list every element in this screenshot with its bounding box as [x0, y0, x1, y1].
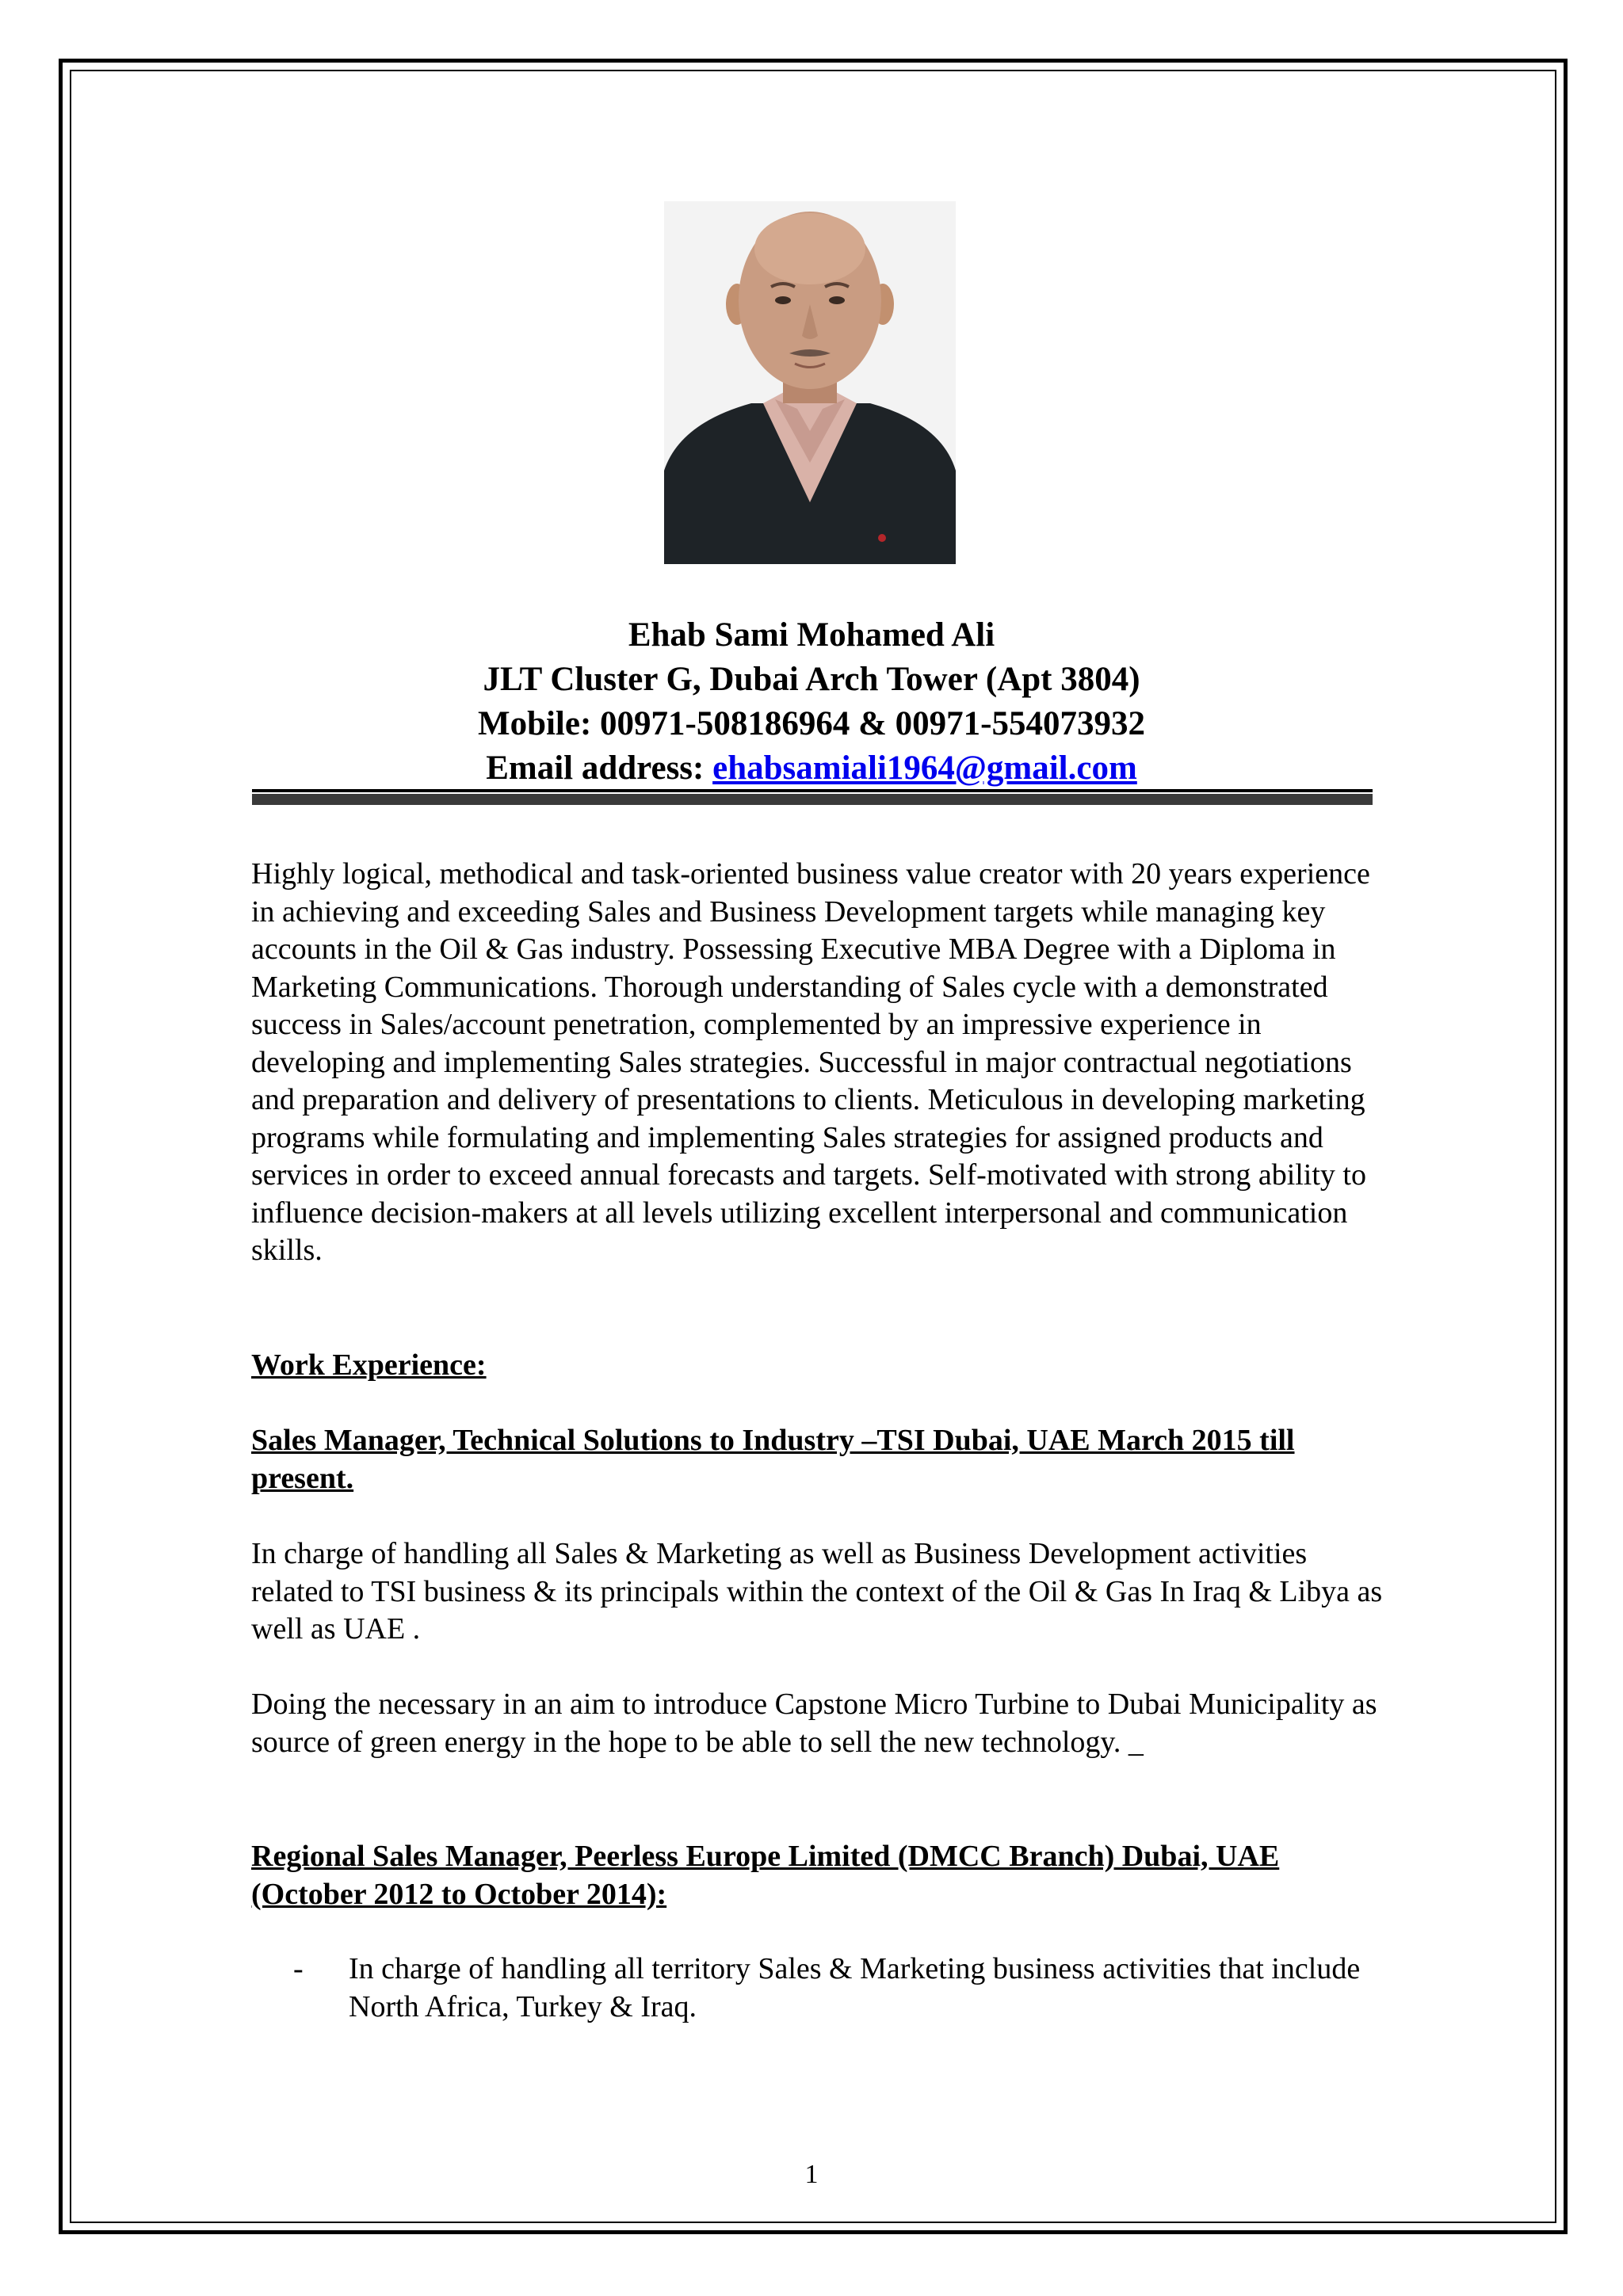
summary-paragraph: Highly logical, methodical and task-oriented business value creator with 20 years experience in achieving and exceeding Sales and Business Development targets while managing key accounts in the Oil & Gas industry. Possessing Executive MBA Degree with a Diploma in Marketing Communications. Thorough understanding of Sales cycle with a demonstrated success in Sales/account penetration, complemented by an impressive experience in developing and implementing Sales strategies. Successful in major contractual negotiations and preparation and delivery of presentations to clients. Meticulous in developing marketing programs while formulating and implementing Sales strategies for assigned products and services in order to exceed annual forecasts and targets. Self-motivated with strong ability to influence decision-makers at all levels utilizing excellent interpersonal and communication skills. [251, 857, 1370, 1267]
email-label: Email address: [486, 749, 713, 787]
email-link[interactable]: ehabsamiali1964@gmail.com [712, 749, 1137, 787]
job-title-tsi: Sales Manager, Technical Solutions to Industry –TSI Dubai, UAE March 2015 till present. [251, 1424, 1295, 1495]
profile-photo [664, 201, 956, 564]
header-divider-thick [252, 794, 1373, 805]
work-experience-heading: Work Experience: [251, 1348, 487, 1382]
candidate-name: Ehab Sami Mohamed Ali [628, 616, 995, 654]
candidate-email-line [238, 746, 1385, 791]
bullet-text: In charge of handling all territory Sales & Marketing business activities that include North Africa, Turkey & Iraq. [349, 1952, 1361, 2023]
job-tsi-paragraph-2: Doing the necessary in an aim to introduce Capstone Micro Turbine to Dubai Municipality as source of green energy in the hope to be able to sell the new technology. _ [251, 1688, 1377, 1759]
candidate-mobile: Mobile: 00971-508186964 & 00971-554073932 [477, 705, 1145, 742]
job-tsi-paragraph-1: In charge of handling all Sales & Marketing as well as Business Development activities related to TSI business & its principals within the context of the Oil & Gas In Iraq & Libya as well as UAE . [251, 1537, 1383, 1646]
job-title-peerless: Regional Sales Manager, Peerless Europe Limited (DMCC Branch) Dubai, UAE (October 2012 to October 2014): [251, 1840, 1280, 1911]
candidate-address: JLT Cluster G, Dubai Arch Tower (Apt 3804) [483, 661, 1140, 698]
resume-header [238, 613, 1385, 791]
page-number: 1 [804, 2160, 819, 2189]
bullet-dash: - [293, 1952, 304, 1985]
header-divider-thin [252, 789, 1373, 792]
